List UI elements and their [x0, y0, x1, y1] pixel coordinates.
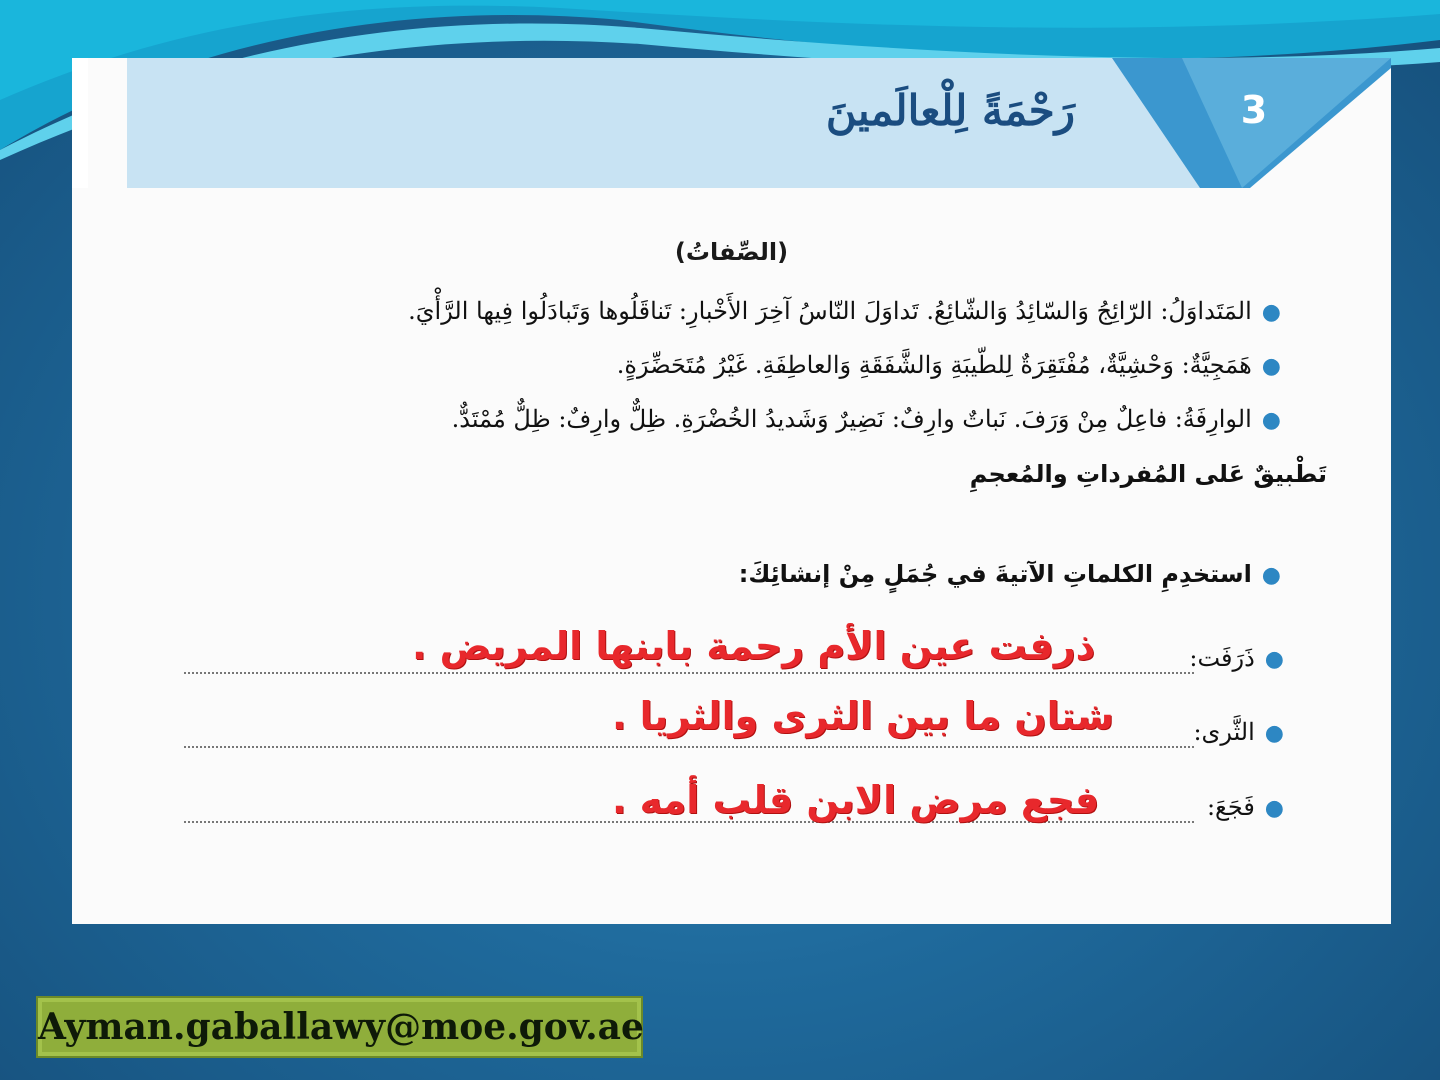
exercise-word-text: ذَرَفَت: — [1189, 644, 1255, 672]
email-badge — [36, 996, 643, 1058]
definition-item — [261, 338, 1281, 392]
answer-line[interactable] — [184, 672, 1194, 674]
definition-item — [261, 284, 1281, 338]
handwritten-answer: فجع مرض الابن قلب أمه . — [612, 778, 1100, 822]
textbook-page — [72, 58, 1391, 924]
bullet-icon: ● — [1261, 408, 1281, 433]
handwritten-answer: ذرفت عين الأم رحمة بابنها المريض . — [412, 624, 1096, 668]
answer-line[interactable] — [184, 746, 1194, 748]
application-heading: تَطْبيقٌ عَلى المُفرداتِ والمُعجمِ — [969, 460, 1327, 488]
definition-text: الوارِفَةُ: فاعِلٌ مِنْ وَرَفَ. نَباتٌ وارِفٌ: نَضِيرٌ وَشَديدُ الخُضْرَةِ. ظِلٌّ وارِفٌ: ظِلٌّ مُمْتَدٌّ. — [451, 405, 1252, 433]
exercise-word — [1189, 644, 1284, 672]
exercise-word-text: فَجَعَ: — [1206, 793, 1255, 821]
bullet-icon: ● — [1264, 647, 1284, 672]
instruction-text — [739, 560, 1281, 588]
definitions-list — [261, 284, 1281, 446]
exercise-word-text: الثَّرى: — [1193, 718, 1255, 746]
definition-text: المَتَداوَلُ: الرّائِجُ وَالسّائِدُ وَالشّائِعُ. تَداوَلَ النّاسُ آخِرَ الأَخْبارِ: تَناقَلُوها وَتَبادَلُوا فِيها الرَّأْيَ. — [408, 297, 1252, 325]
lesson-title: رَحْمَةً لِلْعالَمينَ — [825, 86, 1075, 135]
exercise-word — [1207, 793, 1284, 821]
exercise-word — [1193, 718, 1284, 746]
email-address[interactable]: Ayman.gaballawy@moe.gov.ae — [38, 1006, 644, 1048]
handwritten-answer: شتان ما بين الثرى والثريا . — [612, 694, 1114, 738]
bullet-icon: ● — [1264, 796, 1284, 821]
section-heading: (الصِّفاتُ) — [674, 238, 789, 266]
bullet-icon: ● — [1261, 354, 1281, 379]
bullet-icon: ● — [1261, 300, 1281, 325]
definition-item — [261, 392, 1281, 446]
lesson-banner — [72, 58, 1391, 188]
bullet-icon: ● — [1264, 721, 1284, 746]
definition-text: هَمَجِيَّةٌ: وَحْشِيَّةٌ، مُفْتَقِرَةٌ لِلطّيبَةِ وَالشَّفَقَةِ وَالعاطِفَةِ. غَيْرُ مُتَحَضِّرَةٍ. — [616, 351, 1252, 379]
lesson-number: 3 — [1240, 88, 1268, 132]
bullet-icon: ● — [1261, 563, 1281, 588]
instruction-label: استخدِمِ الكلماتِ الآتيةَ في جُمَلٍ مِنْ إنشائِكَ: — [738, 560, 1252, 588]
